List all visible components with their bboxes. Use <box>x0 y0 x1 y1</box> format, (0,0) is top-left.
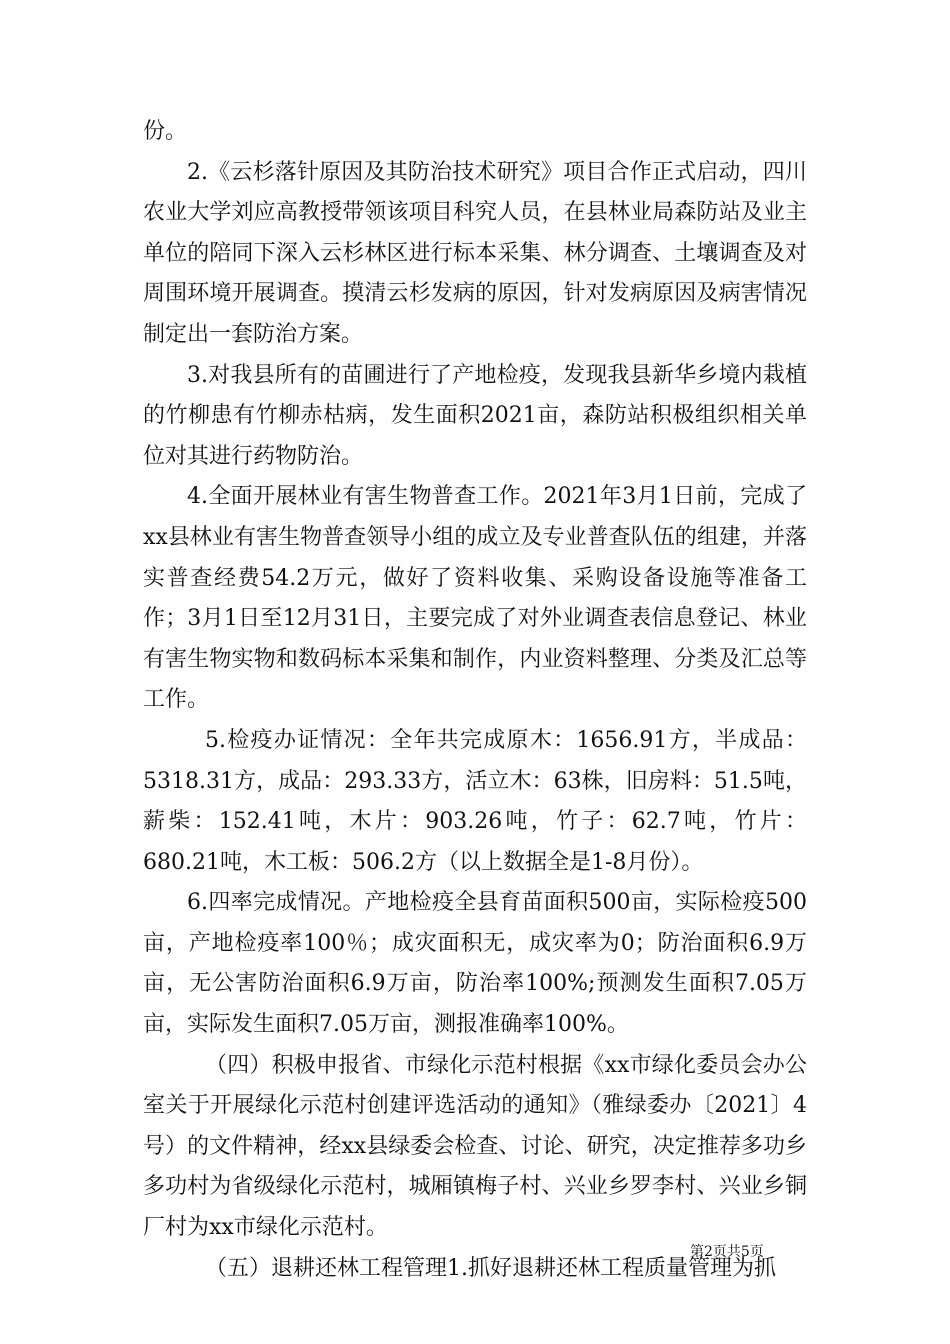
paragraph-item-2: 2.《云杉落针原因及其防治技术研究》项目合作正式启动，四川农业大学刘应高教授带领该项目科究人员，在县林业局森防站及业主单位的陪同下深入云杉林区进行标本采集、林分调查、土壤调查及对周围环境开展调查。摸清云杉发病的原因，针对发病原因及病害情况制定出一套防治方案。 <box>143 159 807 347</box>
document-body <box>143 112 807 1289</box>
paragraph-continuation: 份。 <box>143 119 188 144</box>
paragraph-item-3: 3.对我县所有的苗圃进行了产地检疫，发现我县新华乡境内栽植的竹柳患有竹柳赤枯病，发生面积2021亩，森防站积极组织相关单位对其进行药物防治。 <box>143 362 807 469</box>
paragraph-item-4: 4.全面开展林业有害生物普查工作。2021年3月1日前，完成了xx县林业有害生物普查领导小组的成立及专业普查队伍的组建，并落实普查经费54.2万元，做好了资料收集、采购设备设施等准备工作；3月1日至12月31日，主要完成了对外业调查表信息登记、林业有害生物实物和数码标本采集和制作，内业资料整理、分类及汇总等工作。 <box>143 484 807 713</box>
page-number: 第2页共5页 <box>690 1244 764 1260</box>
paragraph-item-5: 5.检疫办证情况：全年共完成原木：1656.91方，半成品：5318.31方，成品：293.33方，活立木：63株，旧房料：51.5吨，薪柴：152.41吨，木片：903.26吨，竹子：62.7吨，竹片：680.21吨，木工板：506.2方（以上数据全是1-8月份）。 <box>143 727 807 875</box>
paragraph-item-6: 6.四率完成情况。产地检疫全县育苗面积500亩，实际检疫500亩，产地检疫率100％；成灾面积无，成灾率为0；防治面积6.9万亩，无公害防治面积6.9万亩，防治率100%;预测发生面积7.05万亩，实际发生面积7.05万亩，测报准确率100%。 <box>143 890 807 1038</box>
paragraph-section-4: （四）积极申报省、市绿化示范村根据《xx市绿化委员会办公室关于开展绿化示范村创建评选活动的通知》（雅绿委办〔2021〕4号）的文件精神，经xx县绿委会检查、讨论、研究，决定推荐多功乡多功村为省级绿化示范村，城厢镇梅子村、兴业乡罗李村、兴业乡铜厂村为xx市绿化示范村。 <box>143 1052 807 1241</box>
paragraph-section-5: （五）退耕还林工程管理1.抓好退耕还林工程质量管理为抓 <box>205 1255 776 1281</box>
